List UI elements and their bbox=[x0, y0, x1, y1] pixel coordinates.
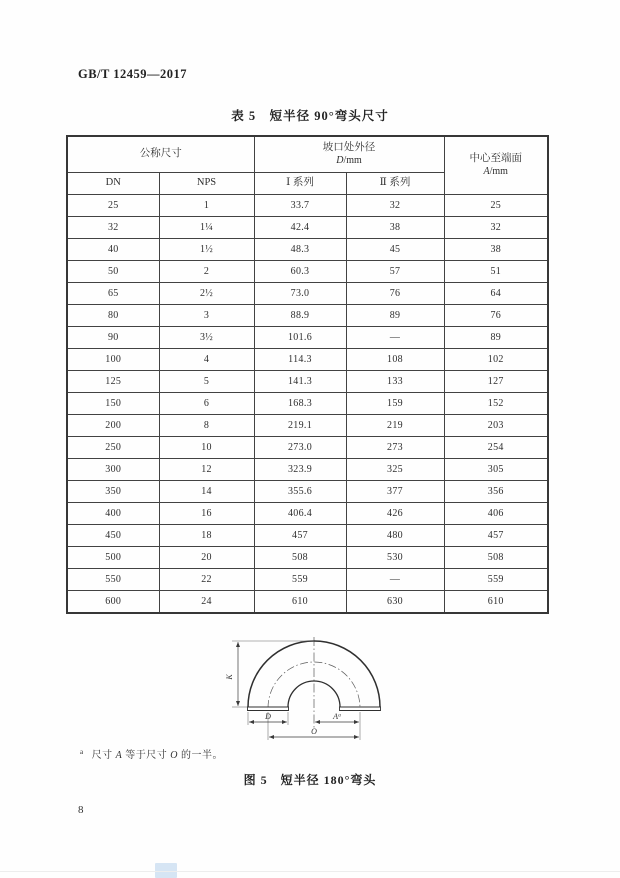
table-cell: 559 bbox=[254, 569, 346, 591]
footnote-marker: a bbox=[80, 747, 84, 756]
table-cell: 25 bbox=[67, 195, 159, 217]
table-cell: 14 bbox=[159, 481, 254, 503]
header-nominal-size: 公称尺寸 bbox=[67, 136, 254, 173]
table-cell: 60.3 bbox=[254, 261, 346, 283]
table-cell: — bbox=[346, 569, 444, 591]
table-row bbox=[67, 327, 548, 349]
table-cell: 102 bbox=[444, 349, 548, 371]
table-cell: 355.6 bbox=[254, 481, 346, 503]
table-row bbox=[67, 591, 548, 614]
table-title: 表 5 短半径 90°弯头尺寸 bbox=[231, 109, 389, 123]
table-cell: 32 bbox=[346, 195, 444, 217]
table-cell: 203 bbox=[444, 415, 548, 437]
table-cell: 127 bbox=[444, 371, 548, 393]
table-cell: 114.3 bbox=[254, 349, 346, 371]
table-cell: 2 bbox=[159, 261, 254, 283]
table-cell: 480 bbox=[346, 525, 444, 547]
table-cell: 2½ bbox=[159, 283, 254, 305]
table-cell: 48.3 bbox=[254, 239, 346, 261]
table-cell: 273 bbox=[346, 437, 444, 459]
table-cell: 426 bbox=[346, 503, 444, 525]
scan-edge-line bbox=[0, 871, 620, 872]
table-cell: 219.1 bbox=[254, 415, 346, 437]
table-cell: 89 bbox=[444, 327, 548, 349]
table-cell: 1¼ bbox=[159, 217, 254, 239]
table-cell: 20 bbox=[159, 547, 254, 569]
table-cell: 1 bbox=[159, 195, 254, 217]
table-cell: 250 bbox=[67, 437, 159, 459]
table-header bbox=[67, 136, 548, 195]
table-cell: 254 bbox=[444, 437, 548, 459]
table-cell: 25 bbox=[444, 195, 548, 217]
table-cell: 325 bbox=[346, 459, 444, 481]
table-cell: 10 bbox=[159, 437, 254, 459]
table-cell: 323.9 bbox=[254, 459, 346, 481]
elbow-left-end-face bbox=[248, 707, 289, 711]
table-cell: 457 bbox=[254, 525, 346, 547]
table-cell: 150 bbox=[67, 393, 159, 415]
table-cell: 141.3 bbox=[254, 371, 346, 393]
table-cell: 406.4 bbox=[254, 503, 346, 525]
table-cell: 32 bbox=[444, 217, 548, 239]
table-cell: 12 bbox=[159, 459, 254, 481]
table-cell: 400 bbox=[67, 503, 159, 525]
table-row bbox=[67, 217, 548, 239]
table-cell: 3 bbox=[159, 305, 254, 327]
table-cell: 559 bbox=[444, 569, 548, 591]
table-cell: 600 bbox=[67, 591, 159, 614]
header-center-to-end bbox=[444, 136, 548, 195]
table-cell: 219 bbox=[346, 415, 444, 437]
table-cell: 90 bbox=[67, 327, 159, 349]
table-cell: 76 bbox=[444, 305, 548, 327]
table-cell: 80 bbox=[67, 305, 159, 327]
table-cell: 550 bbox=[67, 569, 159, 591]
table-row bbox=[67, 415, 548, 437]
table-row bbox=[67, 305, 548, 327]
table-row bbox=[67, 569, 548, 591]
a-dimension-label: $A^a$ bbox=[333, 712, 341, 721]
table-cell: 38 bbox=[444, 239, 548, 261]
table-cell: 64 bbox=[444, 283, 548, 305]
table-row bbox=[67, 371, 548, 393]
elbow-right-end-face bbox=[340, 707, 381, 711]
table-cell: 500 bbox=[67, 547, 159, 569]
table-row bbox=[67, 503, 548, 525]
table-cell: 38 bbox=[346, 217, 444, 239]
doc-number: GB/T 12459—2017 bbox=[78, 67, 188, 81]
table-cell: 200 bbox=[67, 415, 159, 437]
table-cell: 8 bbox=[159, 415, 254, 437]
table-row bbox=[67, 393, 548, 415]
header-dn: DN bbox=[67, 173, 159, 195]
table-cell: 45 bbox=[346, 239, 444, 261]
table-cell: 350 bbox=[67, 481, 159, 503]
table-cell: 508 bbox=[444, 547, 548, 569]
table-row bbox=[67, 195, 548, 217]
table-cell: 152 bbox=[444, 393, 548, 415]
table-cell: 16 bbox=[159, 503, 254, 525]
table-cell: 3½ bbox=[159, 327, 254, 349]
table-cell: 610 bbox=[254, 591, 346, 614]
header-nps: NPS bbox=[159, 173, 254, 195]
o-dimension-label: O bbox=[311, 727, 317, 736]
table-row bbox=[67, 437, 548, 459]
table-cell: 133 bbox=[346, 371, 444, 393]
table-cell: 406 bbox=[444, 503, 548, 525]
dimension-table bbox=[66, 135, 549, 614]
table-cell: 57 bbox=[346, 261, 444, 283]
table-cell: 159 bbox=[346, 393, 444, 415]
table-row bbox=[67, 481, 548, 503]
header-bevel-od-title: 坡口处外径 bbox=[322, 142, 376, 154]
table-row bbox=[67, 525, 548, 547]
table-cell: 50 bbox=[67, 261, 159, 283]
header-series2: Ⅱ 系列 bbox=[346, 173, 444, 195]
table-cell: 273.0 bbox=[254, 437, 346, 459]
table-row bbox=[67, 239, 548, 261]
table-cell: 42.4 bbox=[254, 217, 346, 239]
table-cell: 377 bbox=[346, 481, 444, 503]
table-cell: 6 bbox=[159, 393, 254, 415]
table-cell: 100 bbox=[67, 349, 159, 371]
table-cell: 73.0 bbox=[254, 283, 346, 305]
table-cell: 32 bbox=[67, 217, 159, 239]
header-center-to-end-unit: A/mm bbox=[483, 166, 508, 178]
table-cell: 76 bbox=[346, 283, 444, 305]
table-cell: 168.3 bbox=[254, 393, 346, 415]
table-cell: 530 bbox=[346, 547, 444, 569]
table-cell: 108 bbox=[346, 349, 444, 371]
table-cell: 33.7 bbox=[254, 195, 346, 217]
table-row bbox=[67, 459, 548, 481]
table-cell: 4 bbox=[159, 349, 254, 371]
table-cell: 5 bbox=[159, 371, 254, 393]
table-cell: 18 bbox=[159, 525, 254, 547]
table-cell: 300 bbox=[67, 459, 159, 481]
table-cell: 457 bbox=[444, 525, 548, 547]
header-bevel-od bbox=[254, 136, 444, 173]
table-cell: 508 bbox=[254, 547, 346, 569]
header-bevel-od-unit: D/mm bbox=[336, 155, 362, 167]
table-cell: 630 bbox=[346, 591, 444, 614]
table-cell: 305 bbox=[444, 459, 548, 481]
d-dimension-label: D bbox=[265, 712, 271, 721]
table-cell: 24 bbox=[159, 591, 254, 614]
table-cell: 40 bbox=[67, 239, 159, 261]
table-row bbox=[67, 261, 548, 283]
k-dimension-label: K bbox=[225, 674, 234, 680]
table-cell: 51 bbox=[444, 261, 548, 283]
table-cell: 450 bbox=[67, 525, 159, 547]
table-body bbox=[67, 195, 548, 614]
page-number: 8 bbox=[78, 804, 84, 816]
table-row bbox=[67, 547, 548, 569]
table-cell: 88.9 bbox=[254, 305, 346, 327]
figure-caption: 图 5 短半径 180°弯头 bbox=[243, 773, 377, 787]
table-cell: 101.6 bbox=[254, 327, 346, 349]
header-center-to-end-title: 中心至端面 bbox=[469, 153, 522, 165]
table-cell: 610 bbox=[444, 591, 548, 614]
table-cell: 1½ bbox=[159, 239, 254, 261]
table-cell: 65 bbox=[67, 283, 159, 305]
table-cell: 356 bbox=[444, 481, 548, 503]
table-cell: — bbox=[346, 327, 444, 349]
table-row bbox=[67, 283, 548, 305]
elbow-180-drawing bbox=[192, 634, 448, 750]
figure-footnote: $^a$ 尺寸 A 等于尺寸 O 的一半。 bbox=[80, 747, 223, 761]
table-row bbox=[67, 349, 548, 371]
header-series1: Ⅰ 系列 bbox=[254, 173, 346, 195]
table-cell: 89 bbox=[346, 305, 444, 327]
table-cell: 22 bbox=[159, 569, 254, 591]
table-cell: 125 bbox=[67, 371, 159, 393]
